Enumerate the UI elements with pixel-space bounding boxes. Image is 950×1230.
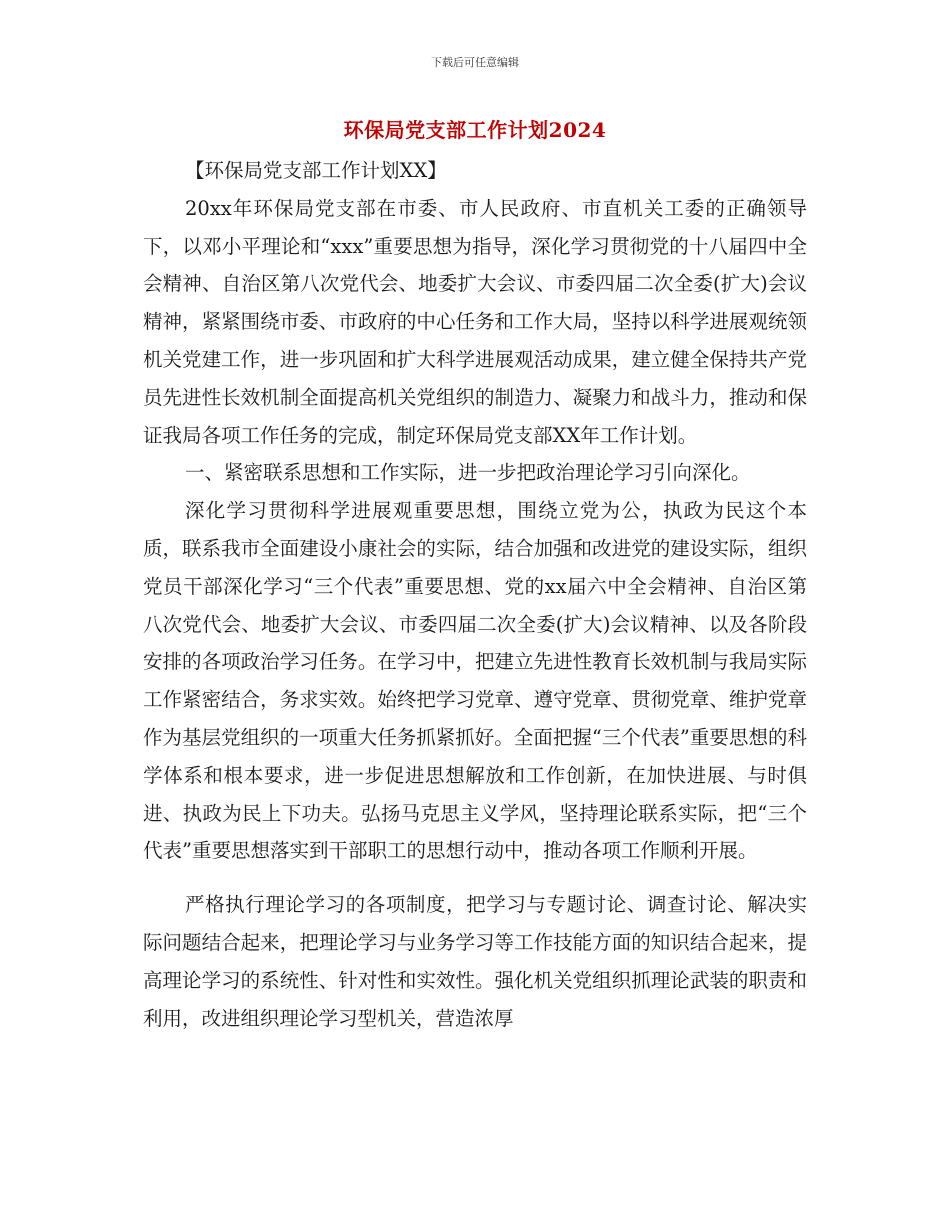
document-title: 环保局党支部工作计划2024 bbox=[343, 118, 607, 142]
paragraph-body: 严格执行理论学习的各项制度，把学习与专题讨论、调查讨论、解决实际问题结合起来，把理论学习与业务学习等工作技能方面的知识结合起来，提高理论学习的系统性、针对性和实效性。强化机关党组织抓理论武装的职责和利用，改进组织理论学习型机关，营造浓厚 bbox=[143, 893, 807, 1030]
header-note: 下载后可任意编辑 bbox=[431, 56, 519, 69]
document-body bbox=[143, 152, 807, 1037]
paragraph-body: 深化学习贯彻科学进展观重要思想，围绕立党为公，执政为民这个本质，联系我市全面建设小康社会的实际，结合加强和改进党的建设实际，组织党员干部深化学习“三个代表”重要思想、党的xx届六中全会精神、自治区第八次党代会、地委扩大会议、市委四届二次全委(扩大)会议精神、以及各阶段安排的各项政治学习任务。在学习中，把建立先进性教育长效机制与我局实际工作紧密结合，务求实效。始终把学习党章、遵守党章、贯彻党章、维护党章作为基层党组织的一项重大任务抓紧抓好。全面把握“三个代表”重要思想的科学体系和根本要求，进一步促进思想解放和工作创新，在加快进展、与时俱进、执政为民上下功夫。弘扬马克思主义学风，坚持理论联系实际，把“三个代表”重要思想落实到干部职工的思想行动中，推动各项工作顺利开展。 bbox=[143, 499, 807, 863]
paragraph-subtitle: 【环保局党支部工作计划XX】 bbox=[185, 159, 447, 182]
paragraph-section-heading: 一、紧密联系思想和工作实际，进一步把政治理论学习引向深化。 bbox=[185, 461, 751, 485]
paragraph-intro: 20xx年环保局党支部在市委、市人民政府、市直机关工委的正确领导下，以邓小平理论和“xxx”重要思想为指导，深化学习贯彻党的十八届四中全会精神、自治区第八次党代会、地委扩大会议、市委四届二次全委(扩大)会议精神，紧紧围绕市委、市政府的中心任务和工作大局，坚持以科学进展观统领机关党建工作，进一步巩固和扩大科学进展观活动成果，建立健全保持共产党员先进性长效机制全面提高机关党组织的制造力、凝聚力和战斗力，推动和保证我局各项工作任务的完成，制定环保局党支部XX年工作计划。 bbox=[143, 196, 807, 447]
